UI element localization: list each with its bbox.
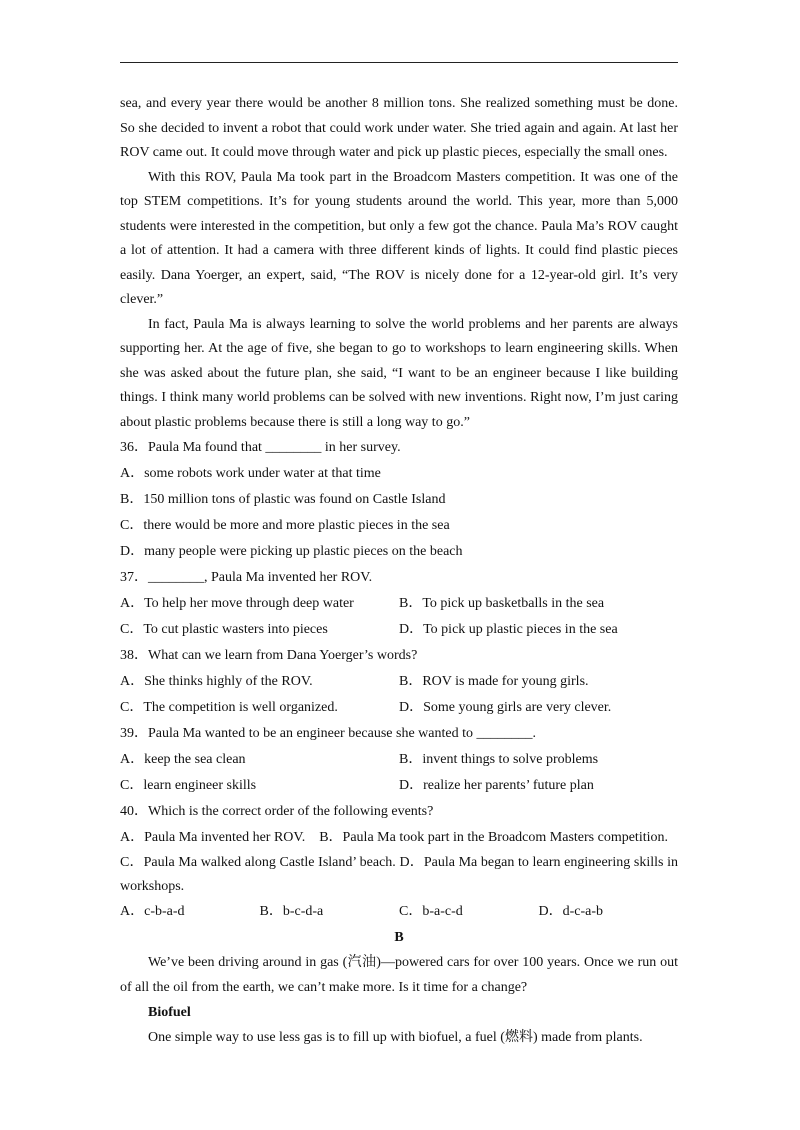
question-37-option-d: D．To pick up plastic pieces in the sea (399, 622, 618, 637)
question-38-options-row-2 (120, 695, 678, 721)
question-40-events-line-1: A．Paula Ma invented her ROV. B．Paula Ma took part in the Broadcom Masters competition. (120, 830, 668, 845)
question-36-option-b: B．150 million tons of plastic was found on Castle Island (120, 492, 446, 507)
question-40-events-line-2: C．Paula Ma walked along Castle Island’ beach. D．Paula Ma began to learn engineering skills in workshops. (120, 855, 678, 894)
question-37-option-b: B．To pick up basketballs in the sea (399, 596, 605, 611)
question-38-option-a: A．She thinks highly of the ROV. (120, 674, 313, 689)
header-rule (120, 62, 678, 63)
question-40-stem: 40．Which is the correct order of the following events? (120, 804, 434, 819)
question-36-option-d: D．many people were picking up plastic pieces on the beach (120, 544, 463, 559)
question-38-stem: 38．What can we learn from Dana Yoerger’s words? (120, 648, 418, 663)
question-36-option-a: A．some robots work under water at that time (120, 466, 381, 481)
question-38-option-b: B．ROV is made for young girls. (399, 674, 589, 689)
question-39-option-d: D．realize her parents’ future plan (399, 778, 594, 793)
question-39-option-c: C．learn engineer skills (120, 778, 257, 793)
question-38-option-c: C．The competition is well organized. (120, 700, 338, 715)
question-40-option-b: B．b-c-d-a (259, 904, 324, 919)
question-39-option-a: A．keep the sea clean (120, 752, 246, 767)
question-40-options (120, 899, 678, 925)
question-37-option-a: A．To help her move through deep water (120, 596, 354, 611)
passage-b-paragraph-1: One simple way to use less gas is to fill up with biofuel, a fuel (燃料) made from plants. (148, 1030, 643, 1045)
question-37-stem: 37．________, Paula Ma invented her ROV. (120, 570, 373, 585)
question-38-options-row-1 (120, 669, 678, 695)
passage-a-paragraph-1: sea, and every year there would be another 8 million tons. She realized something must be done. So she decided to invent a robot that could work under water. She tried again and again. At last her ROV came out. It could move through water and pick up plastic pieces, especially the small ones. (120, 96, 678, 160)
question-39-options-row-2 (120, 773, 678, 799)
page-content (120, 92, 678, 1051)
question-37-options-row-2 (120, 617, 678, 643)
question-40-option-c: C．b-a-c-d (399, 904, 463, 919)
question-40-option-a: A．c-b-a-d (120, 904, 185, 919)
question-36-stem: 36．Paula Ma found that ________ in her survey. (120, 440, 401, 455)
question-36-option-c: C．there would be more and more plastic pieces in the sea (120, 518, 450, 533)
question-40-option-d: D．d-c-a-b (538, 904, 604, 919)
question-38-option-d: D．Some young girls are very clever. (399, 700, 612, 715)
question-39-options-row-1 (120, 747, 678, 773)
passage-b-subheading: Biofuel (148, 1005, 191, 1020)
passage-b-intro: We’ve been driving around in gas (汽油)—powered cars for over 100 years. Once we run out of all the oil from the earth, we can’t make more. Is it time for a change? (120, 955, 678, 995)
question-39-option-b: B．invent things to solve problems (399, 752, 599, 767)
question-39-stem: 39．Paula Ma wanted to be an engineer because she wanted to ________. (120, 726, 536, 741)
passage-a-paragraph-3: In fact, Paula Ma is always learning to solve the world problems and her parents are always supporting her. At the age of five, she began to go to workshops to learn engineering skills. When she was asked about the future plan, she said, “I want to be an engineer because I like building things. I think many world problems can be solved with new inventions. Right now, I’m just caring about plastic problems because there is still a long way to go.” (120, 316, 678, 430)
passage-a-paragraph-2: With this ROV, Paula Ma took part in the Broadcom Masters competition. It was one of the top STEM competitions. It’s for young students around the world. This year, more than 5,000 students were interested in the competition, but only a few got the chance. Paula Ma’s ROV caught a lot of attention. It had a camera with three different kinds of lights. It could find plastic pieces easily. Dana Yoerger, an expert, said, “The ROV is nicely done for a 12-year-old girl. It’s very clever.” (120, 169, 678, 307)
question-37-options-row-1 (120, 591, 678, 617)
question-37-option-c: C．To cut plastic wasters into pieces (120, 622, 328, 637)
passage-b-heading: B (394, 930, 404, 945)
